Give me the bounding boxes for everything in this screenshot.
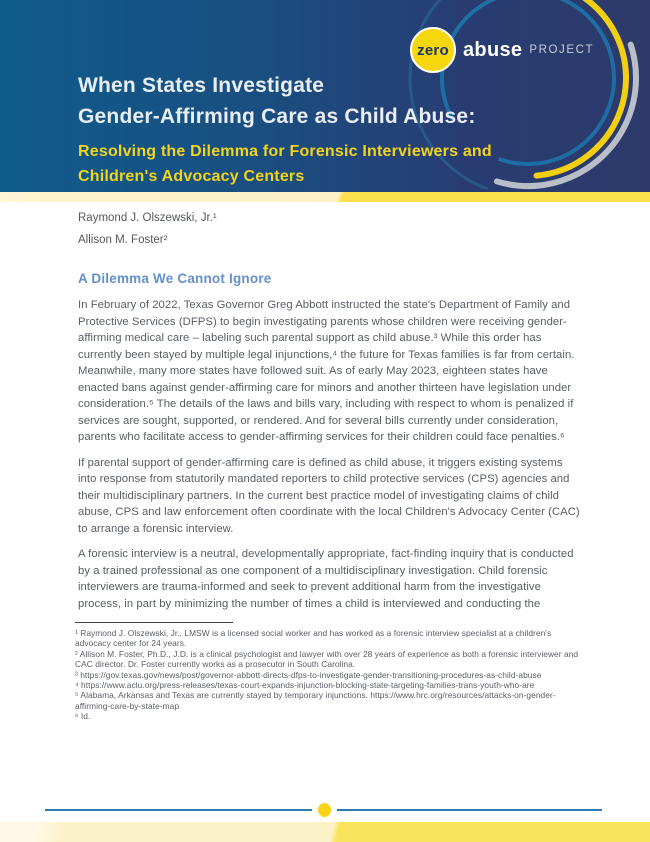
- footnote-4: ⁴ https://www.aclu.org/press-releases/texas-court-expands-injunction-blocking-state-targeting-families-trans-youth-who-are: [75, 680, 535, 691]
- logo-circle-word: zero: [417, 41, 449, 59]
- document-subtitle: [78, 139, 492, 189]
- footnote-5: ⁵ Alabama, Arkansas and Texas are currently stayed by temporary injunctions. https://www.hrc.org/resources/attacks-on-gender-affirming-care-by-state-map: [75, 690, 556, 711]
- footer-dot-icon: [318, 803, 331, 817]
- section-heading: A Dilemma We Cannot Ignore: [78, 271, 272, 286]
- author-2: Allison M. Foster²: [78, 234, 168, 246]
- footnote-2: ² Allison M. Foster, Ph.D., J.D. is a clinical psychologist and lawyer with over 28 years of experience as both a forensic interviewer and CAC director. Dr. Foster currently works as a prosecutor in South Carolina.: [75, 648, 579, 670]
- logo-suffix-word: PROJECT: [529, 44, 595, 56]
- paragraph-1: In February of 2022, Texas Governor Greg Abbott instructed the state's Department of Family and Protective Services (DFPS) to begin investigating parents whose children were receiving gender-affirming medical care – labeling such parental support as child abuse.³ While this order has currently been stayed by multiple legal injunctions,⁴ the future for Texas families is far from certain. Meanwhile, many more states have followed suit. As of early May 2023, eighteen states have enacted bans against gender-affirming care for minors and another thirteen have legislation under consideration.⁵ The details of the laws and bills vary, including with respect to whom is penalized if services are sought, supported, or rendered. And for several bills currently under consideration, parents who facilitate access to gender-affirming services for their children could face penalties.⁶: [78, 299, 575, 443]
- article-body: [78, 297, 580, 621]
- footnote-3: ³ https://gov.texas.gov/news/post/governor-abbott-directs-dfps-to-investigate-gender-transitioning-procedures-as-child-abuse: [75, 669, 542, 680]
- subtitle-line-2: Children's Advocacy Centers: [78, 168, 305, 185]
- header-banner: [0, 0, 650, 192]
- title-line-1: When States Investigate: [78, 74, 325, 97]
- footer-rule-left: [45, 809, 312, 811]
- logo-name-word: abuse: [463, 38, 523, 61]
- title-line-2: Gender-Affirming Care as Child Abuse:: [78, 105, 476, 128]
- zero-abuse-project-logo: [410, 27, 594, 73]
- paragraph-2: If parental support of gender-affirming care is defined as child abuse, it triggers existing systems into response from statutorily mandated reporters to child protective services (CPS) agencies and their multidisciplinary partners. In the current best practice model of investigating claims of child abuse, CPS and law enforcement often coordinate with the local Children's Advocacy Center (CAC) to arrange a forensic interview.: [78, 456, 580, 535]
- paragraph-3: A forensic interview is a neutral, developmentally appropriate, fact-finding inquiry that is conducted by a trained professional as one component of a multidisciplinary investigation. Child forensic interviewers are trauma-informed and seek to prevent additional harm from the investigative process, in part by minimizing the number of times a child is interviewed and conducting the: [78, 548, 574, 610]
- author-list: [78, 207, 217, 251]
- header-accent-strip: [0, 192, 650, 202]
- bottom-accent-band: [0, 822, 650, 842]
- footnote-6: ⁶ Id.: [75, 711, 91, 722]
- logo-zero-circle: [410, 27, 456, 73]
- subtitle-line-1: Resolving the Dilemma for Forensic Interviewers and: [78, 143, 492, 160]
- footnote-divider: [75, 622, 233, 623]
- footnote-section: [75, 622, 587, 722]
- footnote-1: ¹ Raymond J. Olszewski, Jr., LMSW is a licensed social worker and has worked as a forensic interview specialist at a children's advocacy center for 24 years.: [75, 628, 552, 649]
- author-1: Raymond J. Olszewski, Jr.¹: [78, 212, 217, 224]
- document-title-block: [78, 70, 492, 189]
- footer-rule-right: [337, 809, 602, 811]
